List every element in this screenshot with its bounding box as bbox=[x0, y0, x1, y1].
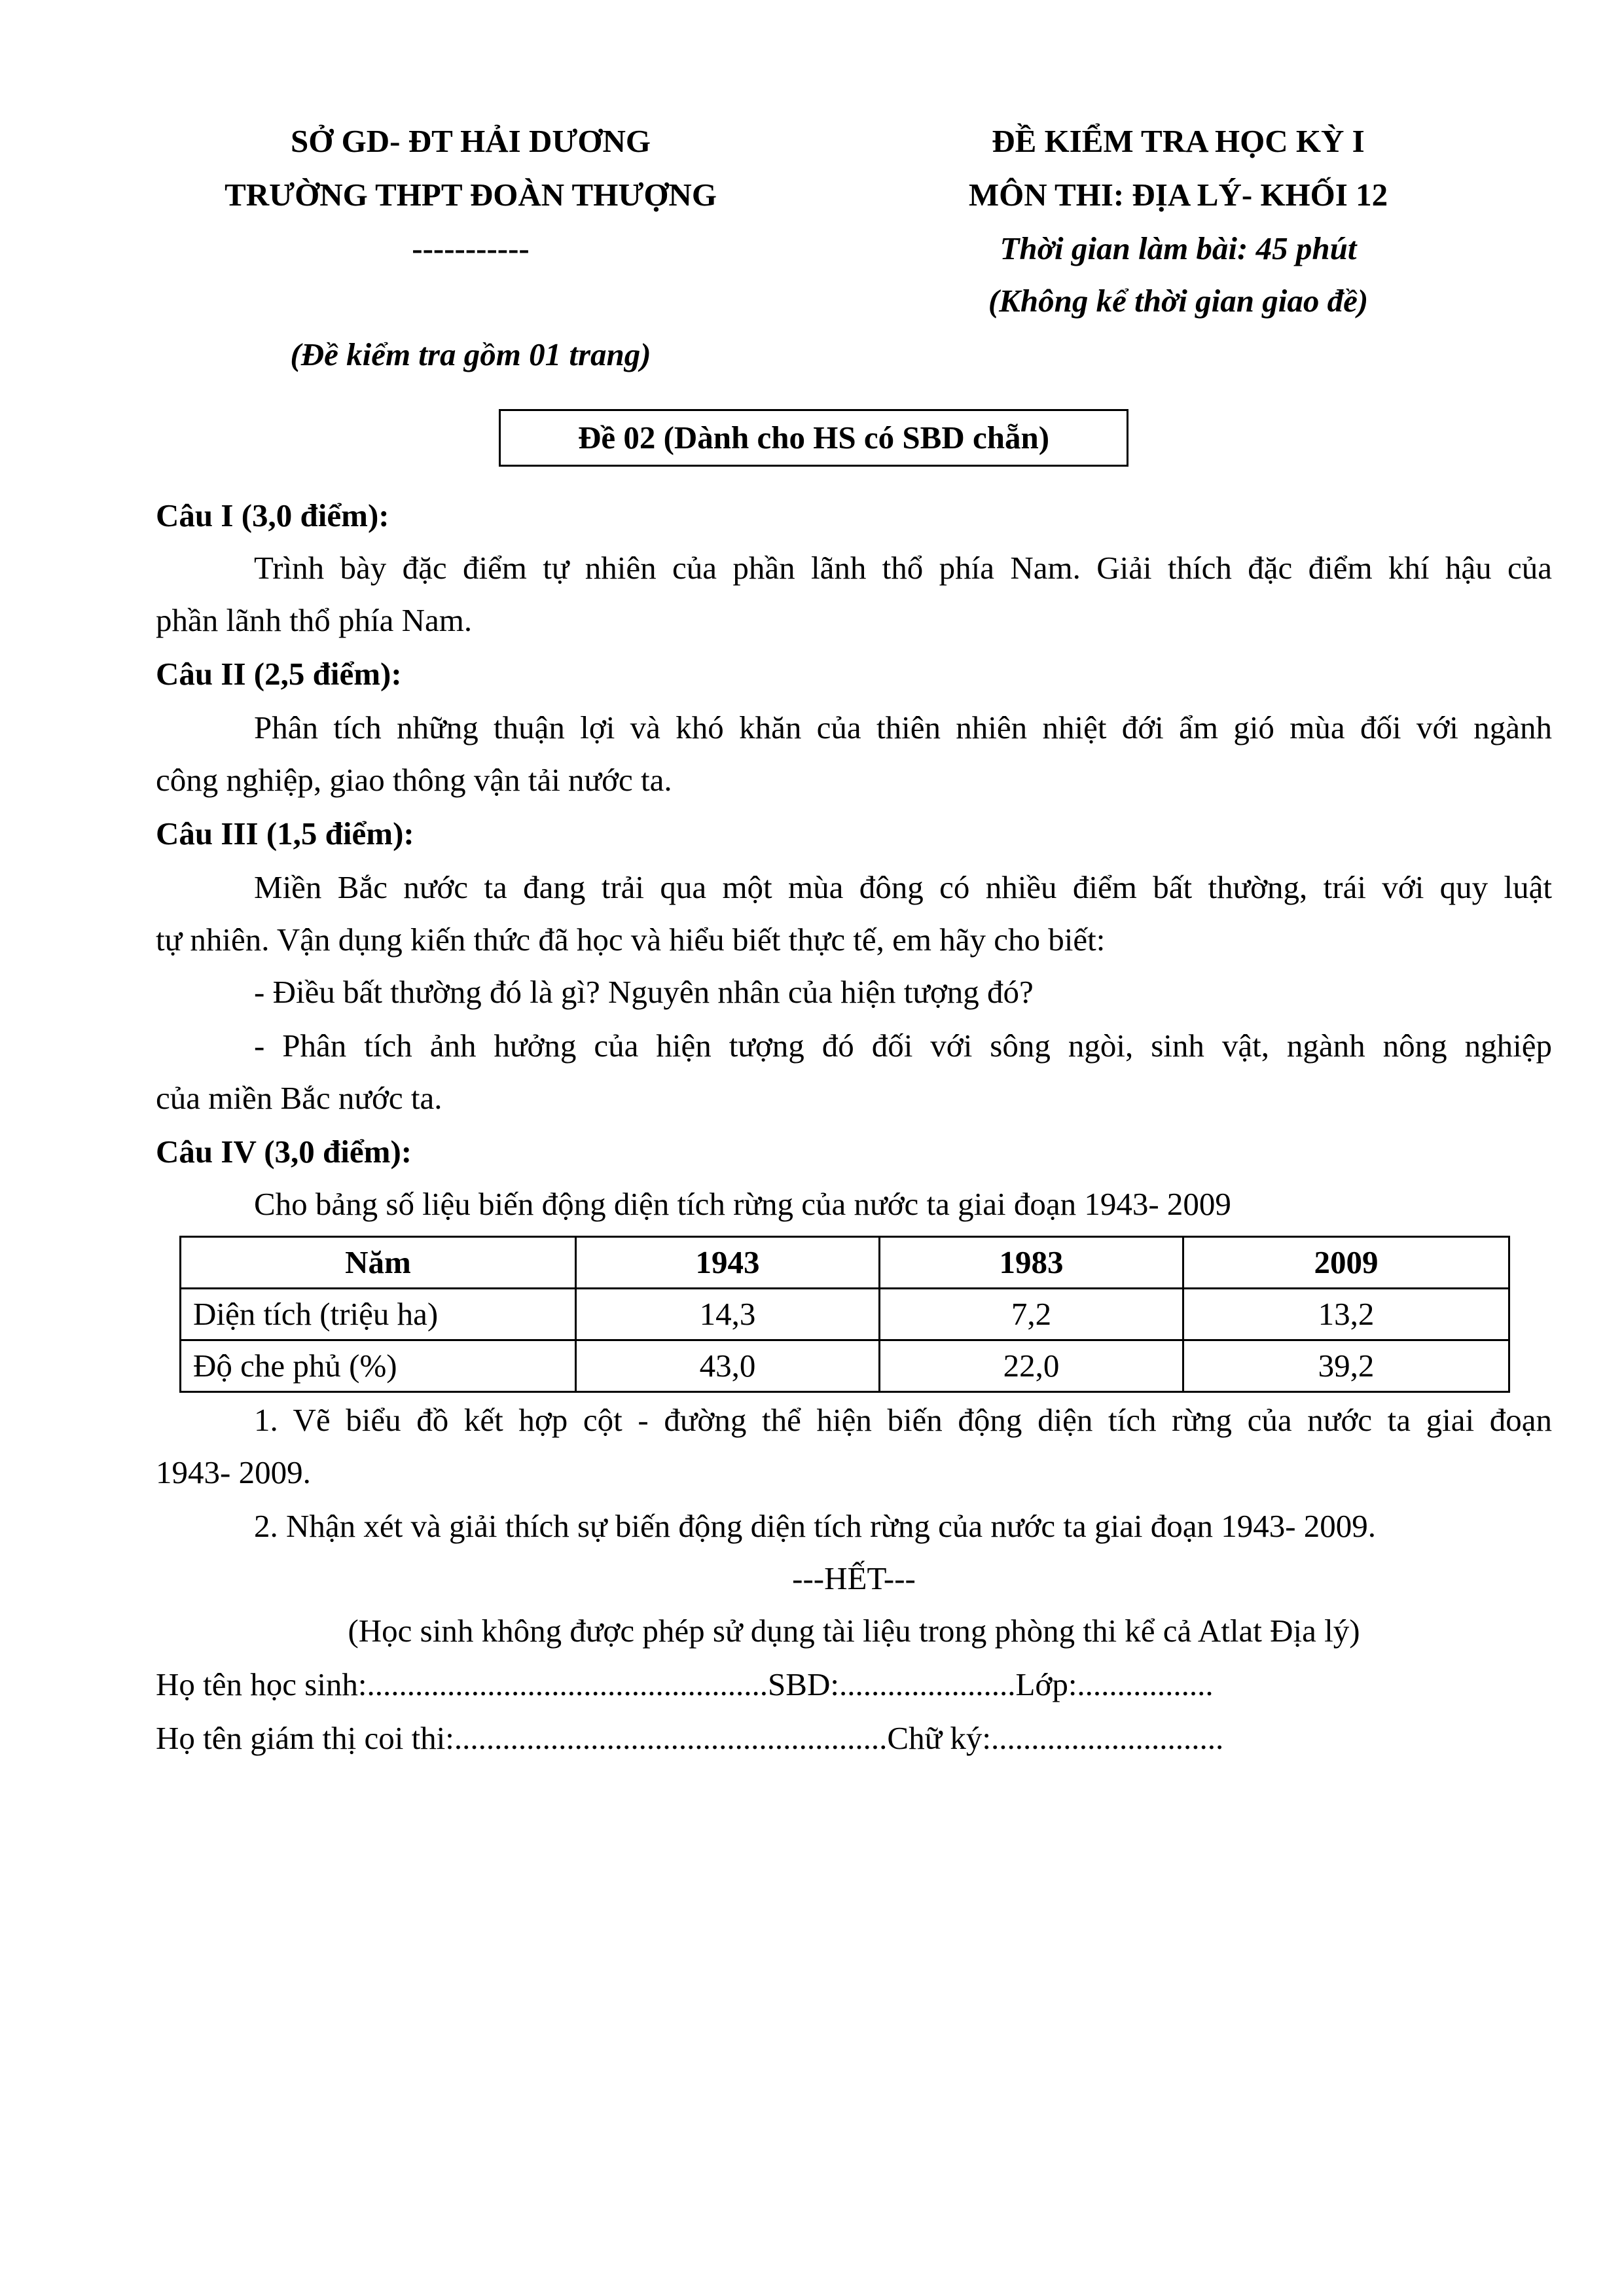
student-info-line: Họ tên học sinh:..................................................SBD:......................Lớp:................. bbox=[156, 1666, 1214, 1702]
question-4-title: Câu IV (3,0 điểm): bbox=[156, 1134, 412, 1170]
header-divider: ----------- bbox=[412, 230, 530, 266]
exam-duration: Thời gian làm bài: 45 phút bbox=[1000, 230, 1357, 266]
exam-subject: MÔN THI: ĐỊA LÝ- KHỐI 12 bbox=[968, 177, 1388, 213]
proctor-info-line: Họ tên giám thị coi thi:......................................................Chữ ký:............................. bbox=[156, 1720, 1224, 1756]
question-1-line: phần lãnh thổ phía Nam. bbox=[156, 602, 473, 638]
exam-code-box bbox=[499, 409, 1128, 467]
table-cell: 14,3 bbox=[576, 1289, 880, 1340]
table-header-cell: 1983 bbox=[880, 1237, 1183, 1289]
page-count-note: (Đề kiểm tra gồm 01 trang) bbox=[290, 336, 651, 372]
table-cell: 39,2 bbox=[1183, 1340, 1509, 1392]
table-cell: 7,2 bbox=[880, 1289, 1183, 1340]
question-1-line: Trình bày đặc điểm tự nhiên của phần lãnh thổ phía Nam. Giải thích đặc điểm khí hậu của bbox=[254, 550, 1552, 586]
question-3-line: - Điều bất thường đó là gì? Nguyên nhân của hiện tượng đó? bbox=[254, 974, 1034, 1010]
question-4-line: 1. Vẽ biểu đồ kết hợp cột - đường thể hiện biến động diện tích rừng của nước ta giai đoạn bbox=[254, 1402, 1552, 1438]
question-3-line: Miền Bắc nước ta đang trải qua một mùa đông có nhiều điểm bất thường, trái với quy luật bbox=[254, 869, 1552, 905]
exam-code: Đề 02 (Dành cho HS có SBD chẵn) bbox=[577, 420, 1050, 456]
school-name: TRƯỜNG THPT ĐOÀN THƯỢNG bbox=[225, 177, 717, 213]
question-4-line: Cho bảng số liệu biến động diện tích rừng của nước ta giai đoạn 1943- 2009 bbox=[254, 1186, 1231, 1222]
question-4-line: 2. Nhận xét và giải thích sự biến động diện tích rừng của nước ta giai đoạn 1943- 2009. bbox=[254, 1508, 1377, 1544]
table-cell: Độ che phủ (%) bbox=[181, 1340, 576, 1392]
table-cell: 13,2 bbox=[1183, 1289, 1509, 1340]
exam-rule-note: (Học sinh không được phép sử dụng tài liệu trong phòng thi kể cả Atlat Địa lý) bbox=[348, 1613, 1360, 1649]
table-cell: 43,0 bbox=[576, 1340, 880, 1392]
table-cell: 22,0 bbox=[880, 1340, 1183, 1392]
end-marker: ---HẾT--- bbox=[792, 1560, 916, 1596]
question-2-line: Phân tích những thuận lợi và khó khăn của thiên nhiên nhiệt đới ẩm gió mùa đối với ngành bbox=[254, 709, 1552, 745]
table-header-cell: 1943 bbox=[576, 1237, 880, 1289]
question-3-title: Câu III (1,5 điểm): bbox=[156, 816, 414, 852]
question-2-title: Câu II (2,5 điểm): bbox=[156, 656, 402, 692]
table-header-cell: Năm bbox=[181, 1237, 576, 1289]
question-3-line: của miền Bắc nước ta. bbox=[156, 1080, 442, 1116]
question-1-title: Câu I (3,0 điểm): bbox=[156, 497, 389, 533]
question-4-line: 1943- 2009. bbox=[156, 1454, 311, 1490]
table-row bbox=[181, 1340, 1509, 1392]
table-row bbox=[181, 1289, 1509, 1340]
forest-data-table bbox=[179, 1236, 1510, 1393]
department-name: SỞ GD- ĐT HẢI DƯƠNG bbox=[291, 123, 651, 159]
exam-title: ĐỀ KIỂM TRA HỌC KỲ I bbox=[992, 123, 1365, 159]
exam-duration-note: (Không kể thời gian giao đề) bbox=[988, 283, 1369, 319]
table-cell: Diện tích (triệu ha) bbox=[181, 1289, 576, 1340]
table-header-cell: 2009 bbox=[1183, 1237, 1509, 1289]
table-header-row bbox=[181, 1237, 1509, 1289]
question-3-line: - Phân tích ảnh hưởng của hiện tượng đó đối với sông ngòi, sinh vật, ngành nông nghiệp bbox=[254, 1028, 1552, 1064]
question-2-line: công nghiệp, giao thông vận tải nước ta. bbox=[156, 762, 672, 798]
question-3-line: tự nhiên. Vận dụng kiến thức đã học và hiểu biết thực tế, em hãy cho biết: bbox=[156, 922, 1106, 958]
